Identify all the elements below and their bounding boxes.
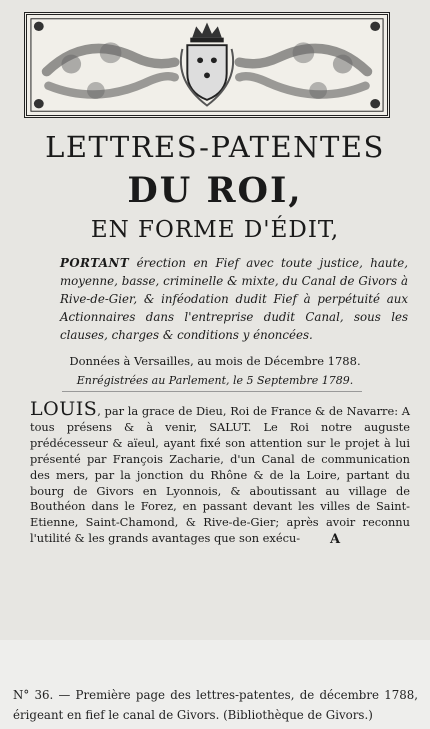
title-line-3: EN FORME D'ÉDIT, bbox=[90, 217, 340, 243]
body-first-word: LOUIS bbox=[30, 398, 98, 420]
figure-caption: N° 36. — Première page des lettres-patentes, de décembre 1788, érigeant en fief le canal de Givors. (Bibliothèque de Givors.) bbox=[13, 688, 418, 722]
subtitle bbox=[60, 254, 408, 344]
body-text bbox=[30, 398, 410, 547]
title-line-1: LETTRES-PATENTES bbox=[45, 130, 385, 164]
given-at-line: Données à Versailles, au mois de Décembre 1788. bbox=[69, 354, 361, 368]
subtitle-text: érection en Fief avec toute justice, haute, moyenne, basse, criminelle & mixte, du Canal de Givors à Rive-de-Gier, & inféodation dudit Fief à perpétuité aux Actionnaires dans l'entreprise dudit Canal, sous les clauses, charges & conditions y énoncées. bbox=[60, 256, 408, 342]
catchword: A bbox=[330, 532, 341, 547]
royal-coat-of-arms-icon bbox=[27, 15, 387, 115]
body-paragraph: , par la grace de Dieu, Roi de France & de Navarre: A tous présens & à venir, SALUT. Le Roi notre auguste prédécesseur & aïeul, ayant fixé son attention sur le projet à lui présenté par François Zacharie, d'un Canal de communication des mers, par la jonction du Rhône & de la Loire, partant du bourg de Givors en Lyonnois, & aboutissant au village de Bouthéon dans le Forez, en passant devant les villes de Saint-Etienne, Saint-Chamond, & Rive-de-Gier; après avoir reconnu l'utilité & les grands avantages que son exécu- bbox=[30, 404, 410, 546]
subtitle-lead: PORTANT bbox=[60, 256, 130, 270]
header-vignette bbox=[24, 12, 390, 118]
title-line-2: DU ROI, bbox=[127, 170, 303, 211]
divider bbox=[62, 391, 362, 392]
registered-line: Enrégistrées au Parlement, le 5 Septembre 1789. bbox=[76, 374, 354, 387]
